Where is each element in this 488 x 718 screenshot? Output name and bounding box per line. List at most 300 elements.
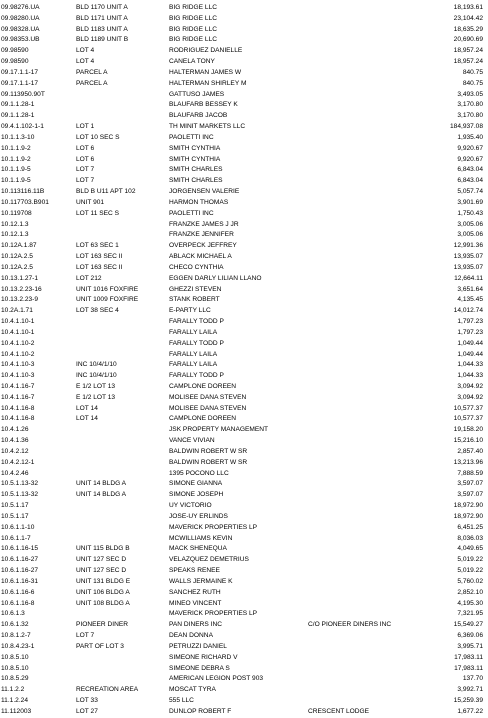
amount-due: 5,019.22: [457, 567, 483, 575]
parcel-id: 10.13.2.23-16: [1, 285, 42, 293]
property-description: RECREATION AREA: [76, 686, 139, 694]
amount-due: 1,750.43: [457, 209, 483, 217]
owner-name: SMITH CYNTHIA: [169, 155, 221, 163]
parcel-id: 10.4.1.16-8: [1, 404, 35, 412]
table-row: [0, 14, 488, 25]
amount-due: 184,937.08: [449, 123, 483, 131]
owner-name: PAOLETTI INC: [169, 133, 214, 141]
owner-name: TH MINIT MARKETS LLC: [169, 123, 246, 131]
parcel-id: 10.4.1.10-3: [1, 361, 35, 369]
table-row: [0, 696, 488, 707]
parcel-id: 10.4.2.46: [1, 469, 29, 477]
owner-name: BIG RIDGE LLC: [169, 36, 218, 44]
table-row: [0, 220, 488, 231]
amount-due: 15,216.10: [453, 437, 483, 445]
property-description: PART OF LOT 3: [76, 642, 124, 650]
parcel-id: 09.17.1.1-17: [1, 79, 39, 87]
parcel-id: 11.112003: [1, 707, 32, 715]
owner-name: BIG RIDGE LLC: [169, 4, 218, 11]
parcel-id: 10.12A.1.87: [1, 242, 37, 250]
owner-name: CAMPLONE DOREEN: [169, 415, 237, 423]
owner-name: BLAUFARB JACOB: [169, 112, 228, 120]
parcel-id: 10.5.1.17: [1, 512, 29, 520]
parcel-id: 10.6.1.16-31: [1, 577, 39, 585]
amount-due: 3,170.80: [457, 112, 483, 120]
table-row: [0, 577, 488, 588]
amount-due: 1,044.33: [457, 361, 483, 369]
owner-name: BALDWIN ROBERT W SR: [169, 458, 248, 466]
owner-name: PAN DINERS INC: [169, 621, 223, 629]
table-row: [0, 447, 488, 458]
amount-due: 4,135.45: [457, 296, 483, 304]
owner-name: HARMON THOMAS: [169, 198, 229, 206]
table-row: [0, 306, 488, 317]
owner-name: CHECO CYNTHIA: [169, 263, 224, 271]
parcel-id: 09.98328.UA: [1, 25, 40, 33]
amount-due: 18,193.61: [453, 4, 483, 11]
amount-due: 6,451.25: [457, 523, 483, 531]
table-row: [0, 328, 488, 339]
parcel-id: 09.1.1.28-1: [1, 112, 35, 120]
table-row: [0, 133, 488, 144]
amount-due: 3,597.07: [457, 491, 483, 499]
parcel-id: 10.6.1.1-7: [1, 534, 31, 542]
amount-due: 3,005.06: [457, 231, 483, 239]
table-row: [0, 3, 488, 14]
property-description: BLD 1170 UNIT A: [76, 4, 128, 11]
property-description: UNIT 127 SEC D: [76, 567, 127, 575]
parcel-id: 10.1.1.9-5: [1, 177, 31, 185]
owner-name: MINEO VINCENT: [169, 599, 222, 607]
property-description: LOT 6: [76, 155, 95, 163]
property-description: PARCEL A: [76, 79, 108, 87]
amount-due: 15,259.39: [453, 697, 483, 704]
parcel-id: 09.98276.UA: [1, 4, 40, 11]
owner-name: GHEZZI STEVEN: [169, 285, 222, 293]
parcel-id: 10.113116.11B: [1, 188, 45, 196]
parcel-id: 10.4.1.10-1: [1, 328, 35, 336]
amount-due: 3,005.06: [457, 220, 483, 228]
parcel-id: 10.13.2.23-9: [1, 296, 39, 304]
amount-due: 18,957.24: [453, 47, 483, 55]
table-row: [0, 523, 488, 534]
property-description: LOT 7: [76, 166, 95, 174]
owner-name: RODRIGUEZ DANIELLE: [169, 47, 243, 55]
table-row: [0, 317, 488, 328]
table-row: [0, 707, 488, 718]
amount-due: 1,044.33: [457, 372, 483, 380]
property-description: UNIT 108 BLDG A: [76, 599, 130, 607]
property-description: LOT 38 SEC 4: [76, 307, 119, 315]
table-row: [0, 512, 488, 523]
owner-name: MAVERICK PROPERTIES LP: [169, 610, 258, 618]
amount-due: 1,797.23: [457, 328, 483, 336]
amount-due: 1,797.23: [457, 318, 483, 326]
owner-name: 1395 POCONO LLC: [169, 469, 229, 477]
table-row: [0, 176, 488, 187]
table-row: [0, 230, 488, 241]
parcel-id: 10.4.1.10-2: [1, 350, 35, 358]
care-of-name: C/O PIONEER DINERS INC: [308, 621, 392, 629]
table-row: [0, 79, 488, 90]
table-row: [0, 620, 488, 631]
property-description: LOT 14: [76, 404, 98, 412]
amount-due: 18,635.29: [453, 25, 483, 33]
table-row: [0, 642, 488, 653]
owner-name: OVERPECK JEFFREY: [169, 242, 237, 250]
parcel-id: 10.6.1.16-8: [1, 599, 35, 607]
parcel-id: 10.8.5.10: [1, 653, 29, 661]
owner-name: SMITH CHARLES: [169, 177, 223, 185]
parcel-id: 10.6.1.3: [1, 610, 25, 618]
table-row: [0, 252, 488, 263]
owner-name: 555 LLC: [169, 697, 194, 704]
amount-due: 15,549.27: [453, 621, 483, 629]
table-row: [0, 241, 488, 252]
amount-due: 7,888.59: [457, 469, 483, 477]
parcel-id: 10.119708: [1, 209, 32, 217]
amount-due: 20,690.69: [453, 36, 483, 44]
table-row: [0, 68, 488, 79]
property-description: INC 10/4/1/10: [76, 372, 117, 380]
table-row: [0, 664, 488, 675]
owner-name: FARALLY LAILA: [169, 328, 218, 336]
tax-listing-table: [0, 3, 488, 718]
property-description: UNIT 131 BLDG E: [76, 577, 131, 585]
parcel-id: 11.1.2.2: [1, 686, 25, 694]
table-row: [0, 25, 488, 36]
table-row: [0, 285, 488, 296]
property-description: UNIT 106 BLDG A: [76, 588, 130, 596]
owner-name: SIMONE GIANNA: [169, 480, 223, 488]
parcel-id: 09.1.1.28-1: [1, 101, 35, 109]
amount-due: 4,195.30: [457, 599, 483, 607]
parcel-id: 10.117703.B901: [1, 198, 49, 206]
amount-due: 8,036.03: [457, 534, 483, 542]
amount-due: 3,597.07: [457, 480, 483, 488]
parcel-id: 09.113950.90T: [1, 90, 45, 98]
table-row: [0, 674, 488, 685]
table-row: [0, 425, 488, 436]
table-row: [0, 534, 488, 545]
property-description: BLD 1183 UNIT A: [76, 25, 128, 33]
table-row: [0, 144, 488, 155]
parcel-id: 10.4.1.16-8: [1, 415, 35, 423]
property-description: LOT 1: [76, 123, 95, 131]
owner-name: JSK PROPERTY MANAGEMENT: [169, 426, 269, 434]
property-description: PARCEL A: [76, 68, 108, 76]
parcel-id: 10.4.2.12: [1, 447, 29, 455]
owner-name: ABLACK MICHAEL A: [169, 253, 232, 261]
owner-name: JOSE-UY ERLINDS: [169, 512, 228, 520]
amount-due: 18,957.24: [453, 58, 483, 66]
parcel-id: 10.4.1.10-3: [1, 372, 35, 380]
table-row: [0, 631, 488, 642]
parcel-id: 10.8.5.29: [1, 675, 29, 683]
property-description: BLD 1189 UNIT B: [76, 36, 129, 44]
table-row: [0, 100, 488, 111]
parcel-id: 10.5.1.17: [1, 502, 29, 510]
table-row: [0, 274, 488, 285]
amount-due: 3,901.69: [457, 198, 483, 206]
owner-name: HALTERMAN SHIRLEY M: [169, 79, 247, 87]
property-description: LOT 7: [76, 632, 95, 640]
parcel-id: 10.13.1.27-1: [1, 274, 39, 282]
property-description: LOT 4: [76, 58, 95, 66]
amount-due: 13,213.96: [453, 458, 483, 466]
table-row: [0, 360, 488, 371]
parcel-id: 10.4.1.10-2: [1, 339, 35, 347]
property-description: LOT 63 SEC 1: [76, 242, 119, 250]
owner-name: MOLISEE DANA STEVEN: [169, 404, 247, 412]
amount-due: 5,057.74: [457, 188, 483, 196]
table-row: [0, 46, 488, 57]
owner-name: BIG RIDGE LLC: [169, 14, 218, 22]
parcel-id: 09.98590: [1, 47, 29, 55]
owner-name: AMERICAN LEGION POST 903: [169, 675, 264, 683]
amount-due: 3,094.92: [457, 393, 483, 401]
parcel-id: 10.4.1.26: [1, 426, 29, 434]
owner-name: MCWILLIAMS KEVIN: [169, 534, 233, 542]
amount-due: 1,677.22: [457, 707, 483, 715]
table-row: [0, 501, 488, 512]
parcel-id: 10.4.2.12-1: [1, 458, 35, 466]
amount-due: 18,972.90: [453, 502, 483, 510]
owner-name: DEAN DONNA: [169, 632, 213, 640]
table-row: [0, 122, 488, 133]
parcel-id: 10.1.1.9-5: [1, 166, 31, 174]
parcel-id: 10.6.1.16-27: [1, 567, 39, 575]
table-row: [0, 165, 488, 176]
property-description: LOT 14: [76, 415, 98, 423]
parcel-id: 10.4.1.36: [1, 437, 29, 445]
table-row: [0, 350, 488, 361]
table-row: [0, 469, 488, 480]
parcel-id: 10.6.1.16-15: [1, 545, 39, 553]
owner-name: SANCHEZ RUTH: [169, 588, 221, 596]
property-description: PIONEER DINER: [76, 621, 129, 629]
parcel-id: 09.98280.UA: [1, 14, 40, 22]
amount-due: 9,920.67: [457, 144, 483, 152]
parcel-id: 10.4.1.16-7: [1, 382, 35, 390]
amount-due: 7,321.95: [457, 610, 483, 618]
owner-name: E-PARTY LLC: [169, 307, 211, 315]
amount-due: 17,983.11: [454, 653, 483, 661]
amount-due: 12,991.36: [453, 242, 483, 250]
amount-due: 3,170.80: [457, 101, 483, 109]
property-description: LOT 212: [76, 274, 102, 282]
owner-name: GATTUSO JAMES: [169, 90, 225, 98]
amount-due: 13,935.07: [453, 253, 483, 261]
owner-name: MOSCAT TYRA: [169, 686, 216, 694]
parcel-id: 10.4.1.16-7: [1, 393, 35, 401]
table-row: [0, 263, 488, 274]
table-row: [0, 371, 488, 382]
property-description: LOT 4: [76, 47, 95, 55]
table-row: [0, 209, 488, 220]
table-row: [0, 404, 488, 415]
owner-name: SPEAKS RENEE: [169, 567, 220, 575]
table-row: [0, 479, 488, 490]
parcel-id: 09.17.1.1-17: [1, 68, 39, 76]
owner-name: WALLS JERMAINE K: [169, 577, 233, 585]
property-description: LOT 33: [76, 697, 98, 704]
parcel-id: 10.5.1.13-32: [1, 491, 39, 499]
amount-due: 17,983.11: [454, 664, 483, 672]
table-row: [0, 609, 488, 620]
property-description: LOT 10 SEC S: [76, 133, 120, 141]
table-row: [0, 90, 488, 101]
owner-name: SMITH CYNTHIA: [169, 144, 221, 152]
owner-name: PETRUZZI DANIEL: [169, 642, 227, 650]
owner-name: UY VICTORIO: [169, 502, 212, 510]
amount-due: 5,019.22: [457, 556, 483, 564]
table-row: [0, 685, 488, 696]
owner-name: FARALLY LAILA: [169, 350, 218, 358]
table-row: [0, 198, 488, 209]
amount-due: 1,935.40: [457, 133, 483, 141]
parcel-id: 10.2A.1.71: [1, 307, 33, 315]
table-row: [0, 339, 488, 350]
property-description: LOT 27: [76, 707, 98, 715]
amount-due: 3,992.71: [457, 686, 483, 694]
amount-due: 13,935.07: [453, 263, 483, 271]
amount-due: 6,369.06: [457, 632, 483, 640]
parcel-id: 10.6.1.16-6: [1, 588, 35, 596]
table-row: [0, 111, 488, 122]
owner-name: STANK ROBERT: [169, 296, 220, 304]
owner-name: MOLISEE DANA STEVEN: [169, 393, 247, 401]
owner-name: SIMEONE DEBRA S: [169, 664, 230, 672]
owner-name: JORGENSEN VALERIE: [169, 188, 240, 196]
table-row: [0, 588, 488, 599]
table-row: [0, 393, 488, 404]
property-description: BLD 1171 UNIT A: [76, 14, 128, 22]
parcel-id: 10.1.1.3-10: [1, 133, 35, 141]
amount-due: 6,843.04: [457, 166, 483, 174]
amount-due: 23,104.42: [453, 14, 483, 22]
amount-due: 5,760.02: [457, 577, 483, 585]
property-description: UNIT 127 SEC D: [76, 556, 127, 564]
amount-due: 19,158.20: [453, 426, 483, 434]
owner-name: HALTERMAN JAMES W: [169, 68, 242, 76]
table-row: [0, 458, 488, 469]
amount-due: 2,857.40: [457, 447, 483, 455]
owner-name: FARALLY TODD P: [169, 318, 224, 326]
amount-due: 840.75: [462, 68, 483, 76]
owner-name: VELAZQUEZ DEMETRIUS: [169, 556, 249, 564]
parcel-id: 10.12A.2.5: [1, 253, 33, 261]
amount-due: 14,012.74: [453, 307, 483, 315]
table-row: [0, 35, 488, 46]
property-description: E 1/2 LOT 13: [76, 393, 116, 401]
parcel-id: 10.8.1.2-7: [1, 632, 31, 640]
owner-name: FARALLY LAILA: [169, 361, 218, 369]
amount-due: 4,049.65: [457, 545, 483, 553]
table-row: [0, 436, 488, 447]
owner-name: FRANZKE JAMES J JR: [169, 220, 239, 228]
amount-due: 6,843.04: [457, 177, 483, 185]
property-description: UNIT 115 BLDG B: [76, 545, 130, 553]
property-description: UNIT 1016 FOXFIRE: [76, 285, 139, 293]
property-description: LOT 6: [76, 144, 95, 152]
amount-due: 1,049.44: [457, 350, 483, 358]
amount-due: 1,049.44: [457, 339, 483, 347]
owner-name: BIG RIDGE LLC: [169, 25, 218, 33]
table-row: [0, 653, 488, 664]
table-row: [0, 414, 488, 425]
owner-name: SIMONE JOSEPH: [169, 491, 224, 499]
owner-name: SMITH CHARLES: [169, 166, 223, 174]
owner-name: MACK SHENEQUA: [169, 545, 227, 553]
amount-due: 10,577.37: [453, 404, 483, 412]
care-of-name: CRESCENT LODGE: [308, 707, 370, 715]
property-description: E 1/2 LOT 13: [76, 382, 116, 390]
owner-name: EGGEN DARLY LILIAN LLANO: [169, 274, 262, 282]
parcel-id: 10.4.1.10-1: [1, 318, 35, 326]
parcel-id: 10.12.1.3: [1, 231, 29, 239]
parcel-id: 10.5.1.13-32: [1, 480, 39, 488]
owner-name: CAMPLONE DOREEN: [169, 382, 237, 390]
table-row: [0, 599, 488, 610]
table-row: [0, 187, 488, 198]
amount-due: 10,577.37: [453, 415, 483, 423]
amount-due: 12,664.11: [454, 274, 483, 282]
amount-due: 18,972.90: [453, 512, 483, 520]
property-description: BLD B U11 APT 102: [76, 188, 136, 196]
property-description: UNIT 14 BLDG A: [76, 480, 127, 488]
parcel-id: 10.12A.2.5: [1, 263, 33, 271]
parcel-id: 09.98353.UB: [1, 36, 40, 44]
parcel-id: 10.6.1.1-10: [1, 523, 35, 531]
property-description: LOT 163 SEC II: [76, 253, 123, 261]
property-description: UNIT 14 BLDG A: [76, 491, 127, 499]
amount-due: 9,920.67: [457, 155, 483, 163]
property-description: LOT 7: [76, 177, 95, 185]
owner-name: BLAUFARB BESSEY K: [169, 101, 238, 109]
amount-due: 137.70: [462, 675, 483, 683]
property-description: LOT 163 SEC II: [76, 263, 123, 271]
table-row: [0, 544, 488, 555]
owner-name: BALDWIN ROBERT W SR: [169, 447, 248, 455]
owner-name: SIMEONE RICHARD V: [169, 653, 238, 661]
table-row: [0, 566, 488, 577]
parcel-id: 10.12.1.3: [1, 220, 29, 228]
owner-name: DUNLOP ROBERT F: [169, 707, 232, 715]
amount-due: 3,651.64: [457, 285, 483, 293]
owner-name: FRANZKE JENNIFER: [169, 231, 234, 239]
owner-name: VANCE VIVIAN: [169, 437, 215, 445]
property-description: UNIT 901: [76, 198, 105, 206]
amount-due: 840.75: [462, 79, 483, 87]
parcel-id: 10.6.1.32: [1, 621, 29, 629]
parcel-id: 11.1.2.24: [1, 697, 29, 704]
table-row: [0, 490, 488, 501]
owner-name: FARALLY TODD P: [169, 339, 224, 347]
owner-name: PAOLETTI INC: [169, 209, 214, 217]
owner-name: FARALLY TODD P: [169, 372, 224, 380]
property-description: INC 10/4/1/10: [76, 361, 117, 369]
parcel-id: 10.8.4.23-1: [1, 642, 35, 650]
owner-name: CANELA TONY: [169, 58, 215, 66]
parcel-id: 10.1.1.9-2: [1, 144, 31, 152]
property-description: LOT 11 SEC S: [76, 209, 120, 217]
parcel-id: 10.1.1.9-2: [1, 155, 31, 163]
amount-due: 3,094.92: [457, 382, 483, 390]
table-row: [0, 382, 488, 393]
amount-due: 2,852.10: [457, 588, 483, 596]
table-row: [0, 57, 488, 68]
